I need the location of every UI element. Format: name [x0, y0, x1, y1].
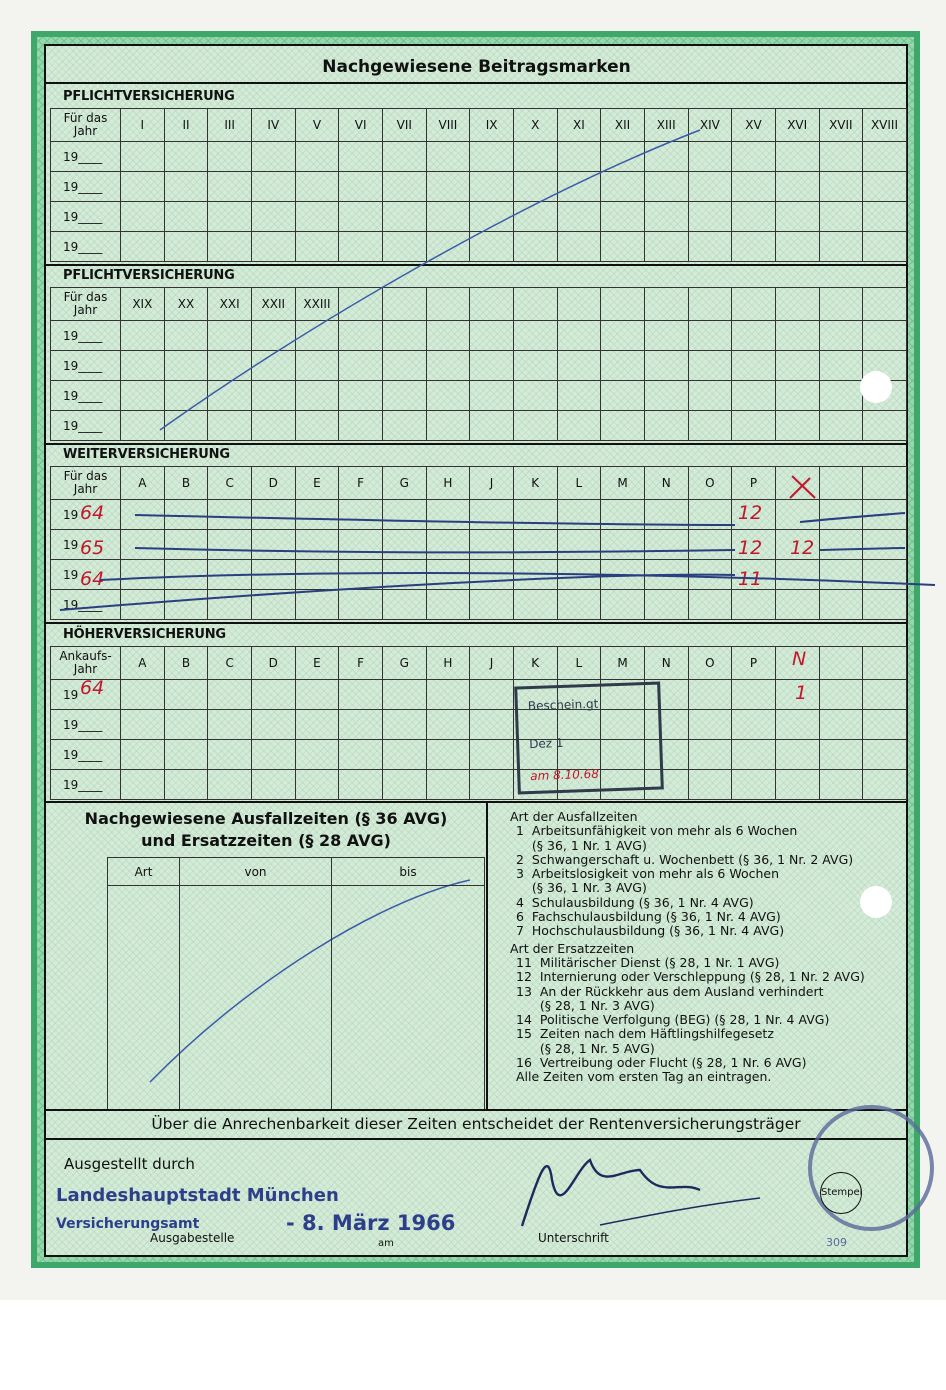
col-header: F	[339, 467, 383, 500]
stamp-line2: Dez 1	[528, 735, 564, 752]
col-header: IX	[470, 109, 514, 142]
col-header: K	[513, 647, 557, 680]
col-art: Art	[108, 858, 180, 886]
col-header: J	[470, 647, 514, 680]
note-item: 2 Schwangerschaft u. Wochenbett (§ 36, 1 Nr. 2 AVG)	[516, 851, 854, 867]
col-header: V	[295, 109, 339, 142]
anrechenbarkeit-note: Über die Anrechenbarkeit dieser Zeiten entscheidet der Rentenversicherungsträger	[151, 1115, 801, 1133]
notes-block	[510, 810, 865, 1085]
note-item: Alle Zeiten vom ersten Tag an eintragen.	[516, 1069, 772, 1085]
stamp-city: Landeshauptstadt München	[56, 1185, 339, 1206]
col-header: P	[732, 647, 776, 680]
col-header: A	[121, 647, 165, 680]
col-von: von	[180, 858, 332, 886]
note-item: 16 Vertreibung oder Flucht (§ 28, 1 Nr. 6 AVG)	[516, 1055, 807, 1071]
hw-one: 1	[795, 682, 808, 704]
hw-year-64b: 64	[80, 568, 105, 590]
col-header: H	[426, 647, 470, 680]
col-header: J	[470, 467, 514, 500]
col-header: III	[208, 109, 252, 142]
col-header: XXII	[251, 288, 295, 321]
year-row: 19____	[51, 172, 121, 202]
col-header: K	[513, 467, 557, 500]
hw-year-64-hoeher: 64	[80, 677, 105, 699]
year-header: Für das Jahr	[51, 467, 121, 500]
year-row: 19____	[51, 232, 121, 262]
col-header: E	[295, 647, 339, 680]
section2-label: PFLICHTVERSICHERUNG	[63, 268, 235, 283]
note-item: (§ 36, 1 Nr. 3 AVG)	[516, 880, 647, 896]
year-row: 19	[51, 680, 121, 710]
notes-header-2: Art der Ersatzzeiten	[510, 940, 635, 956]
col-header: G	[382, 467, 426, 500]
col-header: B	[164, 647, 208, 680]
col-header: XI	[557, 109, 601, 142]
round-seal	[808, 1105, 934, 1231]
col-header: F	[339, 647, 383, 680]
col-header: XIV	[688, 109, 732, 142]
col-header: XVIII	[863, 109, 907, 142]
col-header: XXIII	[295, 288, 339, 321]
year-row: 19____	[51, 411, 121, 441]
col-header: XVII	[819, 109, 863, 142]
year-row: 19____	[51, 710, 121, 740]
year-header: Für das Jahr	[51, 288, 121, 321]
year-row: 19____	[51, 770, 121, 800]
year-header: Ankaufs-Jahr	[51, 647, 121, 680]
col-header: H	[426, 467, 470, 500]
year-row: 19____	[51, 351, 121, 381]
hw-p-1: 12	[738, 502, 763, 524]
year-row: 19____	[51, 381, 121, 411]
col-header: E	[295, 467, 339, 500]
col-header: XII	[601, 109, 645, 142]
col-header: D	[251, 467, 295, 500]
section3-label: WEITERVERSICHERUNG	[63, 447, 230, 462]
note-item: (§ 28, 1 Nr. 5 AVG)	[516, 1040, 655, 1056]
ausgabestelle-label: Ausgabestelle	[150, 1231, 235, 1245]
section4-label: HÖHERVERSICHERUNG	[63, 627, 226, 642]
year-row: 19____	[51, 740, 121, 770]
col-header: II	[164, 109, 208, 142]
divider	[44, 1109, 908, 1111]
col-header: VII	[382, 109, 426, 142]
received-stamp	[514, 681, 664, 794]
ausgestellt-label: Ausgestellt durch	[64, 1155, 195, 1173]
col-header: P	[732, 467, 776, 500]
col-header: XXI	[208, 288, 252, 321]
punch-hole-1	[860, 371, 892, 403]
col-header: L	[557, 467, 601, 500]
stamp-office: Versicherungsamt	[56, 1216, 200, 1232]
col-header: N	[644, 647, 688, 680]
col-header: VIII	[426, 109, 470, 142]
hw-extra: 12	[790, 537, 815, 559]
year-row: 19____	[51, 321, 121, 351]
col-header: C	[208, 467, 252, 500]
hw-year-64: 64	[80, 502, 105, 524]
note-item: 13 An der Rückkehr aus dem Ausland verhindert	[516, 983, 824, 999]
year-row: 19____	[51, 202, 121, 232]
col-header: XV	[732, 109, 776, 142]
note-item: (§ 36, 1 Nr. 1 AVG)	[516, 837, 647, 853]
stamp-line3: am 8.10.68	[530, 766, 600, 784]
stamp-date: - 8. März 1966	[286, 1211, 456, 1235]
col-header: D	[251, 647, 295, 680]
year-row: 19	[51, 500, 121, 530]
ausfall-table	[107, 857, 485, 1110]
seal-number: 309	[826, 1236, 847, 1249]
col-header: B	[164, 467, 208, 500]
col-bis: bis	[332, 858, 485, 886]
year-row: 19	[51, 560, 121, 590]
note-item: 14 Politische Verfolgung (BEG) (§ 28, 1 Nr. 4 AVG)	[516, 1012, 830, 1028]
note-item: 3 Arbeitslosigkeit von mehr als 6 Wochen	[516, 866, 780, 882]
col-header: X	[513, 109, 557, 142]
col-header: XIX	[121, 288, 165, 321]
note-item: 4 Schulausbildung (§ 36, 1 Nr. 4 AVG)	[516, 894, 754, 910]
hw-year-65: 65	[80, 537, 105, 559]
col-header: O	[688, 647, 732, 680]
note-item: 6 Fachschulausbildung (§ 36, 1 Nr. 4 AVG)	[516, 909, 781, 925]
col-header: XX	[164, 288, 208, 321]
notes-header-1: Art der Ausfallzeiten	[510, 809, 638, 824]
col-header: M	[601, 647, 645, 680]
col-header: XIII	[644, 109, 688, 142]
col-header: I	[121, 109, 165, 142]
note-item: 7 Hochschulausbildung (§ 36, 1 Nr. 4 AVG)	[516, 923, 785, 939]
ausfall-title-2: und Ersatzzeiten (§ 28 AVG)	[141, 831, 391, 850]
note-item: 1 Arbeitsunfähigkeit von mehr als 6 Wochen	[516, 823, 798, 839]
note-item: 11 Militärischer Dienst (§ 28, 1 Nr. 1 AVG)	[516, 954, 780, 970]
section1-label: PFLICHTVERSICHERUNG	[63, 89, 235, 104]
col-header: VI	[339, 109, 383, 142]
am-label: am	[378, 1238, 394, 1249]
bottom-margin	[0, 1300, 946, 1390]
col-header: N	[644, 467, 688, 500]
col-header: G	[382, 647, 426, 680]
hw-n: N	[792, 648, 807, 670]
divider	[44, 1138, 908, 1140]
stempel-circle: Stempel	[820, 1172, 862, 1214]
note-item: (§ 28, 1 Nr. 3 AVG)	[516, 997, 655, 1013]
col-header: O	[688, 467, 732, 500]
col-header: M	[601, 467, 645, 500]
vertical-divider	[486, 801, 488, 1109]
col-header: IV	[251, 109, 295, 142]
hw-p-2: 12	[738, 537, 763, 559]
year-row: 19____	[51, 142, 121, 172]
col-header: XVI	[775, 109, 819, 142]
ausfall-title-1: Nachgewiesene Ausfallzeiten (§ 36 AVG)	[84, 809, 448, 828]
year-header: Für das Jahr	[51, 109, 121, 142]
note-item: 12 Internierung oder Verschleppung (§ 28, 1 Nr. 2 AVG)	[516, 969, 865, 985]
form-title: Nachgewiesene Beitragsmarken	[322, 57, 631, 77]
note-item: 15 Zeiten nach dem Häftlingshilfegesetz	[516, 1026, 774, 1042]
hw-p-3: 11	[738, 568, 763, 590]
col-header: A	[121, 467, 165, 500]
punch-hole-2	[860, 886, 892, 918]
year-row: 19____	[51, 590, 121, 620]
stamp-line1: Beschein.gt	[527, 696, 599, 714]
year-row: 19	[51, 530, 121, 560]
col-header: L	[557, 647, 601, 680]
col-header: C	[208, 647, 252, 680]
unterschrift-label: Unterschrift	[538, 1231, 609, 1245]
